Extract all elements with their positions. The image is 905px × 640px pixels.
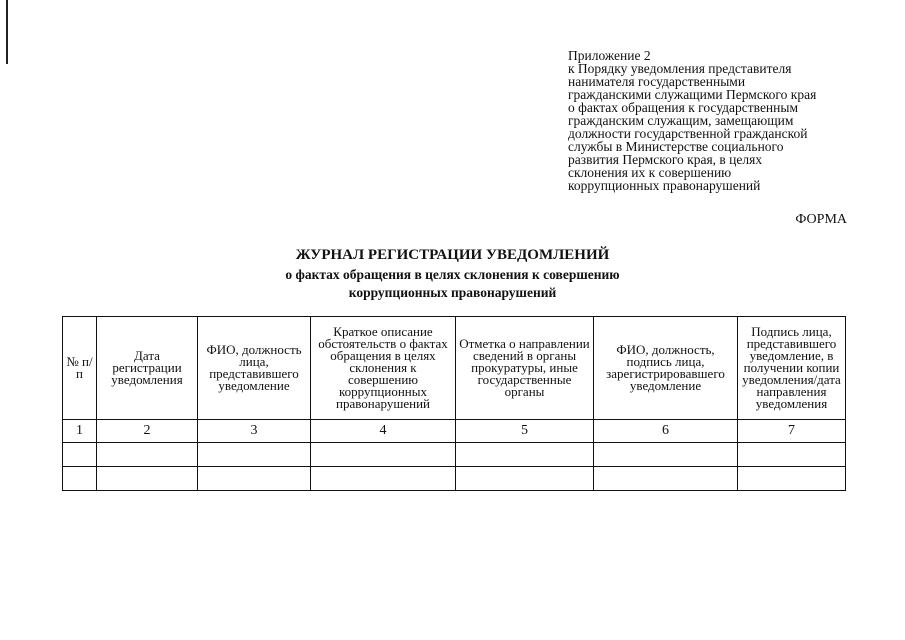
- header-submitter: ФИО, должность лица, представившего уведомление: [198, 317, 311, 420]
- empty-cell[interactable]: [97, 443, 198, 467]
- appendix-line: склонения их к совершению: [568, 165, 732, 180]
- appendix-line: нанимателя государственными: [568, 74, 746, 89]
- empty-cell[interactable]: [198, 467, 311, 491]
- header-referral-mark: Отметка о направлении сведений в органы прокуратуры, иные государственные органы: [456, 317, 594, 420]
- journal-subtitle-line-1: о фактах обращения в целях склонения к совершению: [285, 267, 620, 282]
- empty-cell[interactable]: [63, 467, 97, 491]
- journal-title: ЖУРНАЛ РЕГИСТРАЦИИ УВЕДОМЛЕНИЙ: [295, 247, 610, 263]
- header-signature: Подпись лица, представившего уведомление, в получении копии уведомления/дата направления уведомления: [738, 317, 846, 420]
- appendix-line: о фактах обращения к государственным: [568, 100, 798, 115]
- empty-cell[interactable]: [738, 443, 846, 467]
- appendix-line: развития Пермского края, в целях: [568, 152, 763, 167]
- header-registration-date: Дата регистрации уведомления: [97, 317, 198, 420]
- header-number: № п/п: [63, 317, 97, 420]
- header-description: Краткое описание обстоятельств о фактах обращения в целях склонения к совершению коррупционных правонарушений: [311, 317, 456, 420]
- appendix-line: должности государственной гражданской: [568, 126, 808, 141]
- journal-subtitle-line-2: коррупционных правонарушений: [348, 285, 557, 300]
- empty-cell[interactable]: [594, 443, 738, 467]
- empty-cell[interactable]: [738, 467, 846, 491]
- empty-cell[interactable]: [456, 467, 594, 491]
- appendix-line: службы в Министерстве социального: [568, 139, 784, 154]
- column-number: 3: [198, 420, 311, 443]
- column-number: 6: [594, 420, 738, 443]
- appendix-note: [568, 49, 868, 192]
- header-registrar: ФИО, должность, подпись лица, зарегистрировавшего уведомление: [594, 317, 738, 420]
- appendix-line: к Порядку уведомления представителя: [568, 61, 792, 76]
- scan-edge-line: [6, 0, 8, 64]
- column-number: 5: [456, 420, 594, 443]
- column-number: 1: [63, 420, 97, 443]
- empty-cell[interactable]: [311, 467, 456, 491]
- form-label: ФОРМА: [795, 212, 847, 227]
- table-row: [63, 467, 846, 491]
- appendix-line: гражданскими служащими Пермского края: [568, 87, 817, 102]
- column-number-row: [63, 420, 846, 443]
- empty-cell[interactable]: [311, 443, 456, 467]
- appendix-line: Приложение 2: [568, 48, 651, 63]
- column-number: 7: [738, 420, 846, 443]
- appendix-line: коррупционных правонарушений: [568, 178, 761, 193]
- column-number: 2: [97, 420, 198, 443]
- empty-cell[interactable]: [97, 467, 198, 491]
- empty-cell[interactable]: [63, 443, 97, 467]
- empty-cell[interactable]: [594, 467, 738, 491]
- table-header-row: [63, 317, 846, 420]
- table-row: [63, 443, 846, 467]
- empty-cell[interactable]: [198, 443, 311, 467]
- registration-journal-table: [62, 316, 846, 491]
- column-number: 4: [311, 420, 456, 443]
- appendix-line: гражданским служащим, замещающим: [568, 113, 794, 128]
- empty-cell[interactable]: [456, 443, 594, 467]
